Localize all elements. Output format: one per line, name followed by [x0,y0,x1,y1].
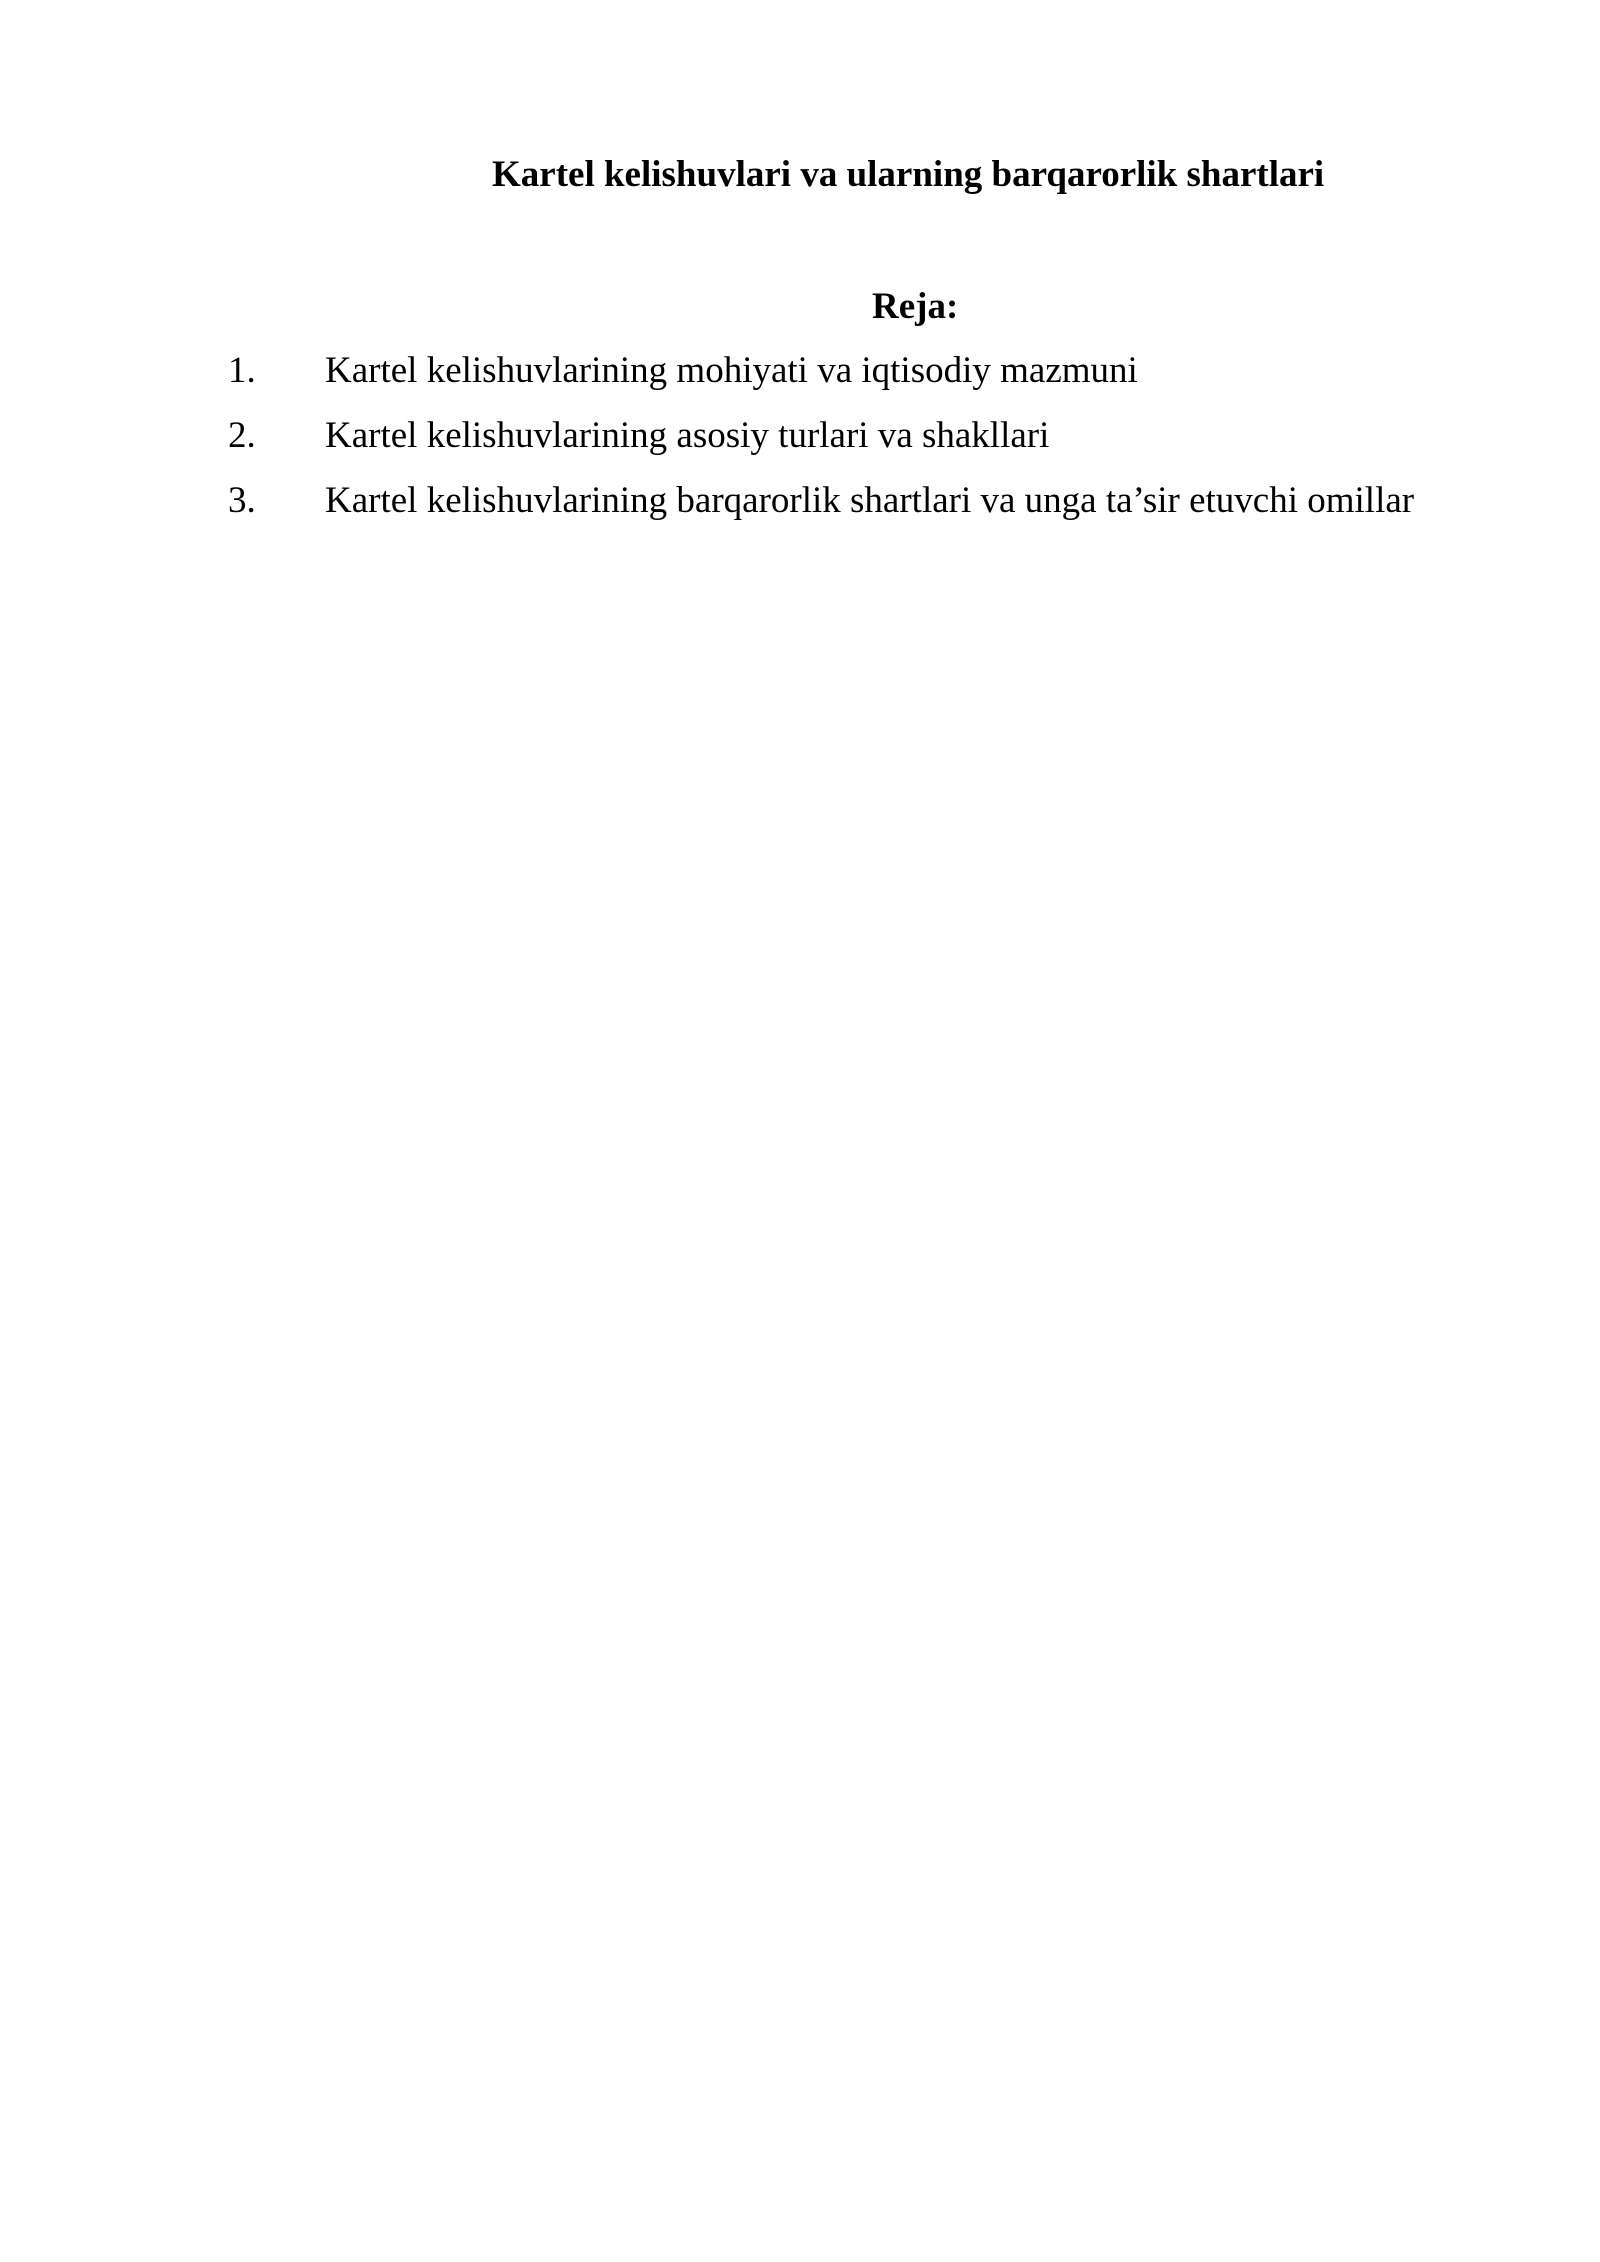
plan-item-number: 2. [228,415,256,456]
plan-item-text: Kartel kelishuvlarining barqarorlik shartlari va unga ta’sir etuvchi omillar [325,480,1415,521]
document-title: Kartel kelishuvlari va ularning barqarorlik shartlari [492,154,1325,195]
plan-heading: Reja: [872,286,959,327]
plan-item-number: 3. [228,480,256,521]
plan-item-number: 1. [228,350,256,391]
plan-item-text: Kartel kelishuvlarining asosiy turlari va shakllari [325,415,1050,456]
plan-item-text: Kartel kelishuvlarining mohiyati va iqtisodiy mazmuni [325,350,1138,391]
